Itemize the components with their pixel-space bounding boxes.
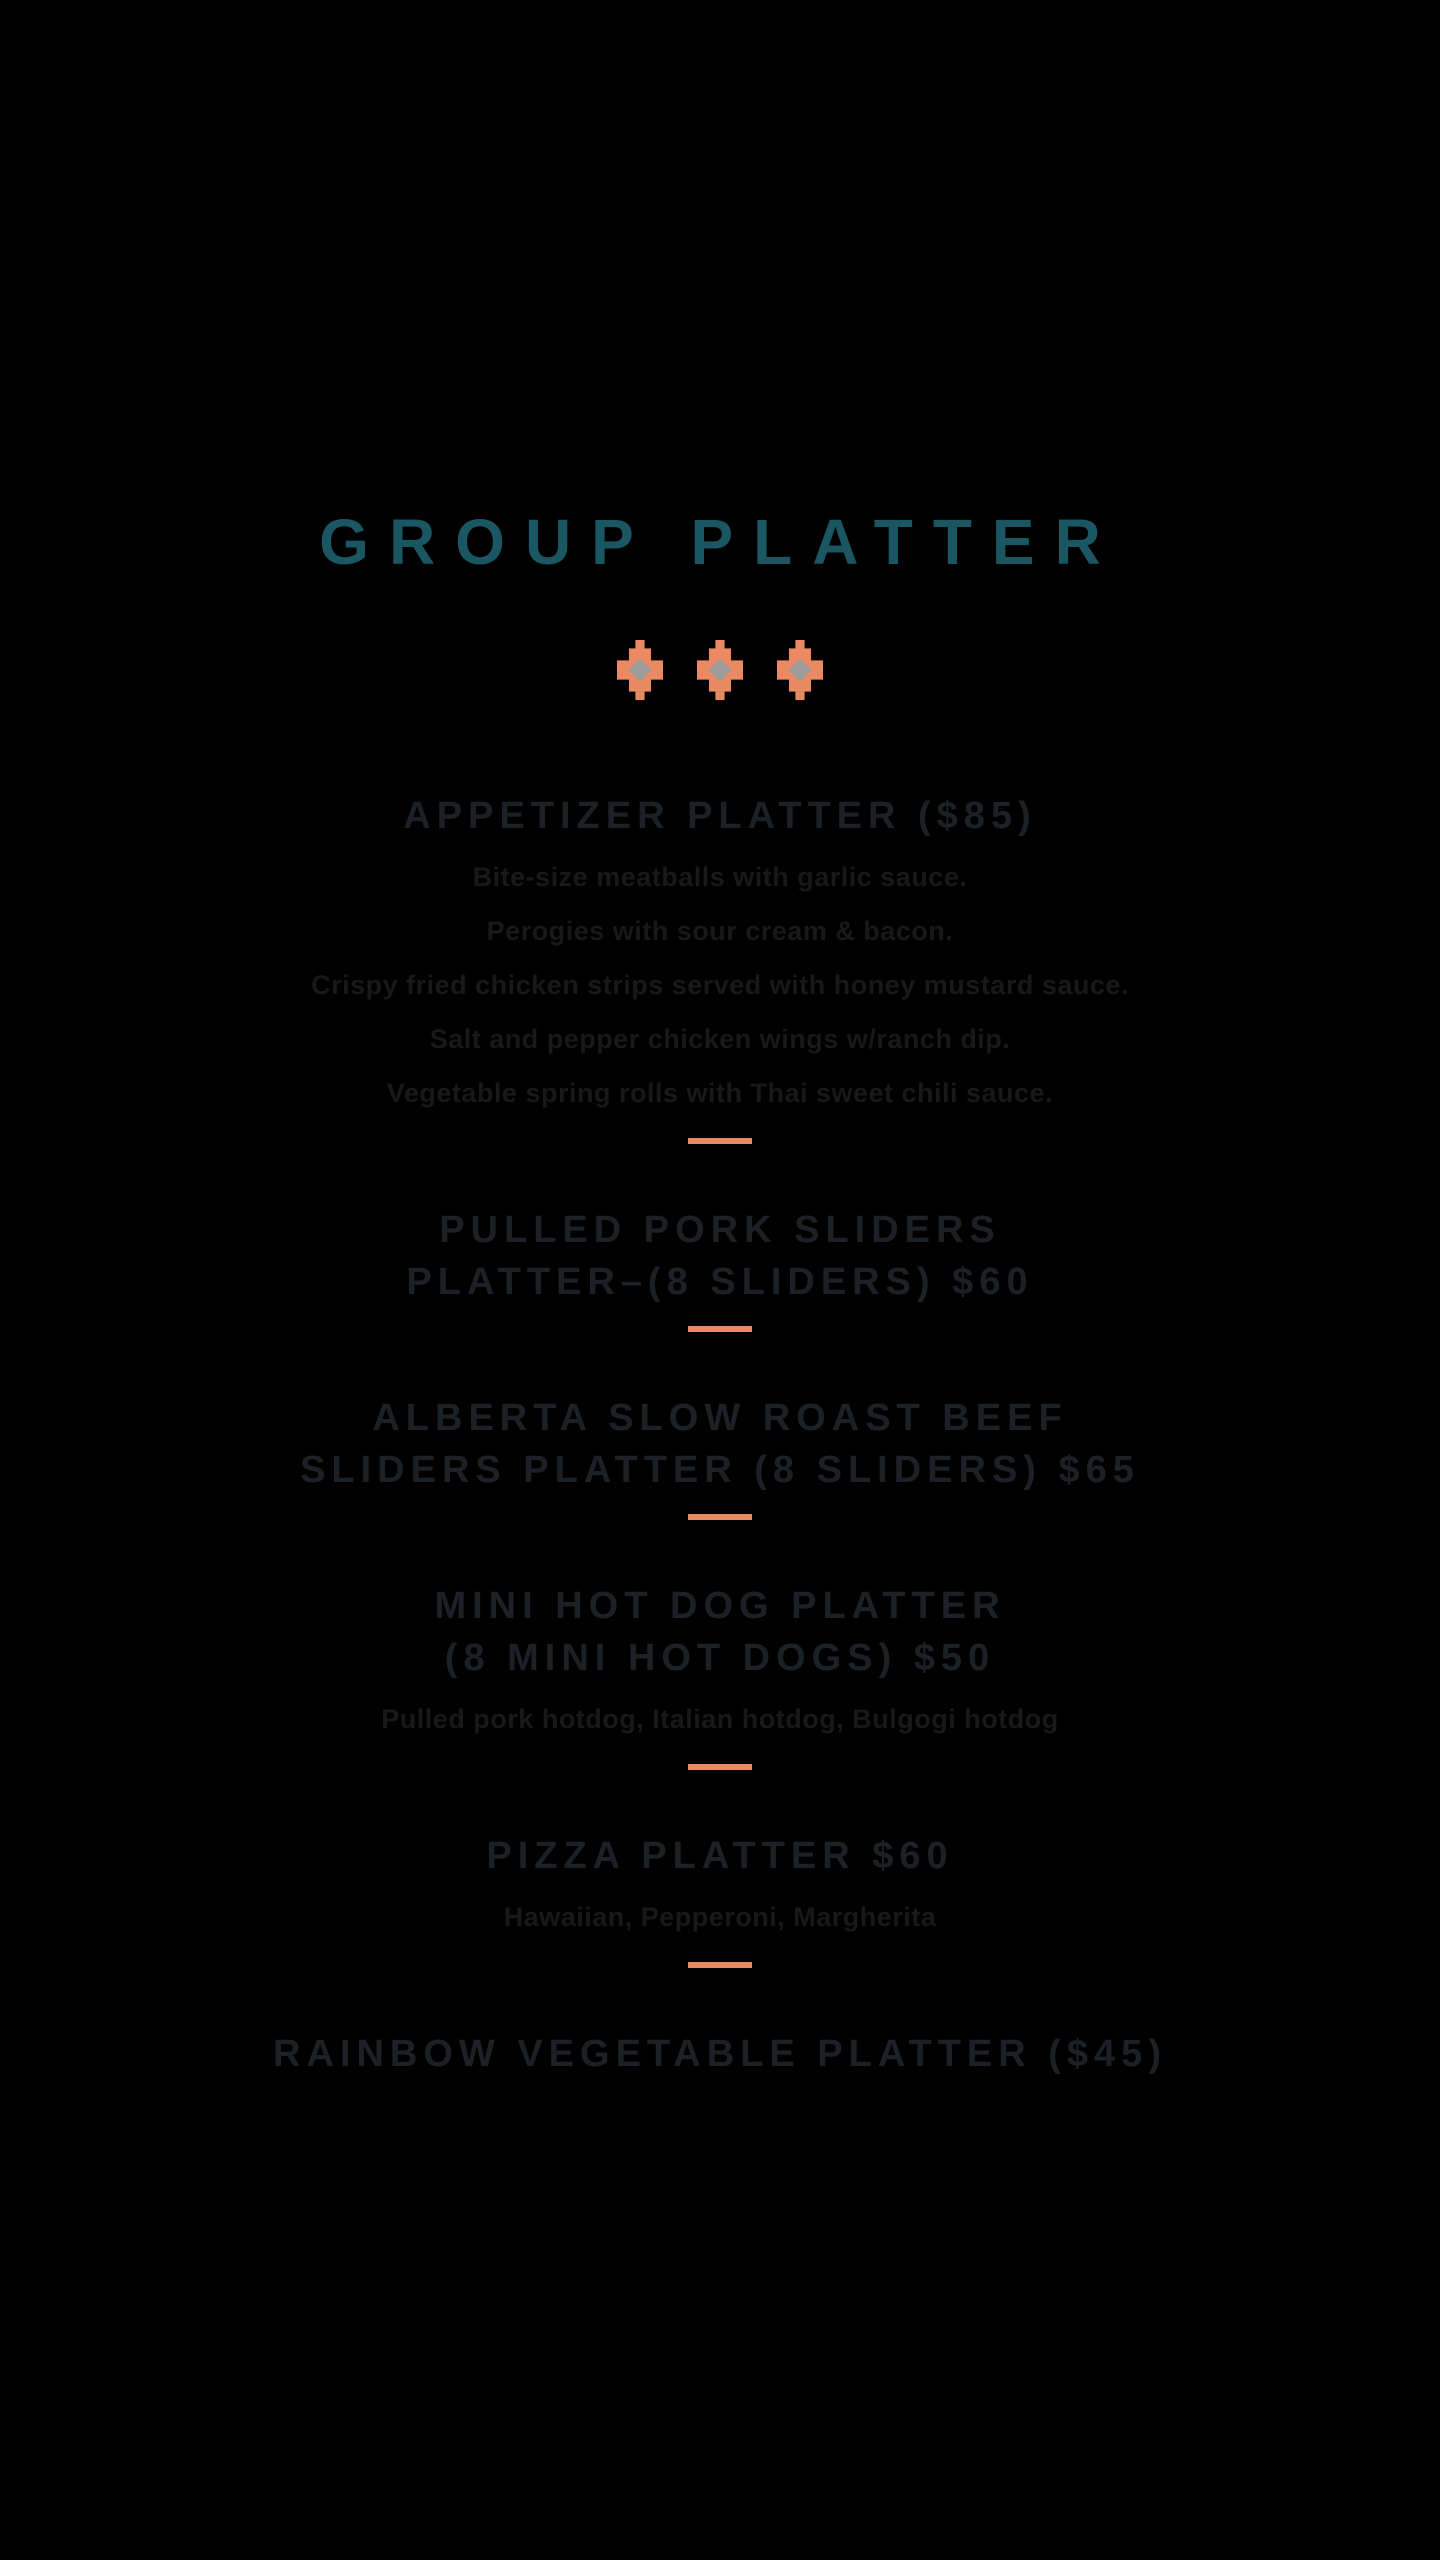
menu-item-heading: (8 MINI HOT DOGS) $50	[444, 1637, 996, 1679]
diamond-center-icon	[709, 659, 732, 682]
section-divider	[688, 1764, 752, 1770]
section-divider	[688, 1514, 752, 1520]
menu-item-heading: PIZZA PLATTER $60	[486, 1835, 954, 1877]
menu-item-description: Crispy fried chicken strips served with honey mustard sauce.	[311, 970, 1129, 1000]
menu-item-description: Hawaiian, Pepperoni, Margherita	[503, 1902, 937, 1932]
menu-section	[120, 790, 1320, 1120]
menu-section	[120, 1830, 1320, 1944]
menu-item-description: Pulled pork hotdog, Italian hotdog, Bulgogi hotdog	[381, 1704, 1059, 1734]
section-divider	[688, 1138, 752, 1144]
diamond-center-icon	[629, 659, 652, 682]
stepped-diamond-icon	[697, 640, 743, 700]
diamond-center-icon	[789, 659, 812, 682]
menu-item-heading: ALBERTA SLOW ROAST BEEF	[372, 1397, 1068, 1439]
menu-item-heading: PLATTER–(8 SLIDERS) $60	[406, 1261, 1034, 1303]
menu-item-description: Vegetable spring rolls with Thai sweet chili sauce.	[386, 1078, 1054, 1108]
menu-item-description: Salt and pepper chicken wings w/ranch dip.	[429, 1024, 1011, 1054]
menu-sections	[120, 790, 1320, 2080]
triple-diamond-ornament	[617, 640, 823, 700]
page-title: GROUP PLATTER	[319, 506, 1121, 578]
menu-item-heading: RAINBOW VEGETABLE PLATTER ($45)	[273, 2033, 1167, 2075]
menu-section	[120, 1392, 1320, 1496]
menu-item-heading: PULLED PORK SLIDERS	[439, 1209, 1001, 1251]
menu-item-descriptions	[504, 1890, 937, 1944]
menu-item-description: Bite-size meatballs with garlic sauce.	[472, 862, 968, 892]
menu-item-descriptions	[311, 850, 1129, 1120]
section-divider	[688, 1326, 752, 1332]
section-divider	[688, 1962, 752, 1968]
menu-item-heading: MINI HOT DOG PLATTER	[434, 1585, 1006, 1627]
menu-item-descriptions	[381, 1692, 1058, 1746]
stepped-diamond-icon	[777, 640, 823, 700]
menu-item-heading: SLIDERS PLATTER (8 SLIDERS) $65	[300, 1449, 1140, 1491]
menu-item-heading: APPETIZER PLATTER ($85)	[403, 795, 1037, 837]
menu-section	[120, 2028, 1320, 2080]
menu-section	[120, 1580, 1320, 1746]
menu-item-description: Perogies with sour cream & bacon.	[486, 916, 954, 946]
stepped-diamond-icon	[617, 640, 663, 700]
menu-section	[120, 1204, 1320, 1308]
